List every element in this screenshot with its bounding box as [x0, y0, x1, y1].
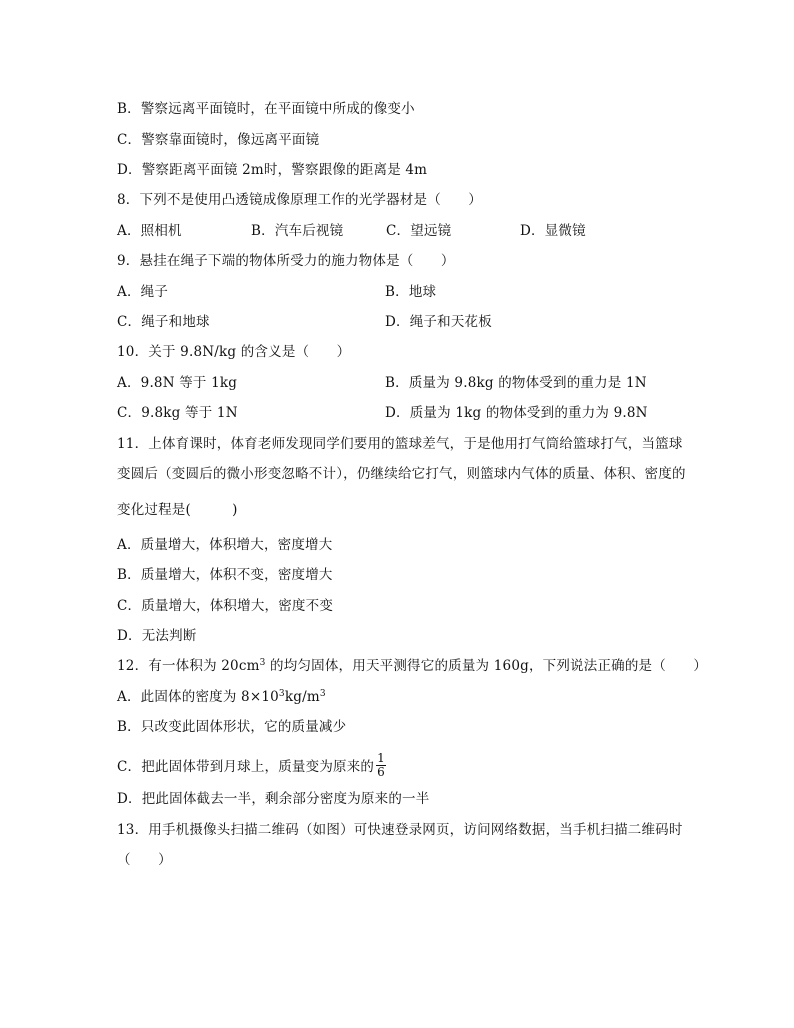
q10-option-a: A．9.8N 等于 1kg — [117, 375, 238, 391]
q9-option-b: B．地球 — [385, 284, 437, 300]
q12-option-a-unit: kg/m — [284, 689, 320, 705]
q12-option-a — [117, 688, 326, 706]
q13-stem-line-1: 13．用手机摄像头扫描二维码（如图）可快速登录网页，访问网络数据，当手机扫描二维码时 — [117, 822, 683, 838]
q12-fraction-numerator: 1 — [377, 751, 385, 765]
q11-option-d: D．无法判断 — [117, 628, 197, 644]
q10-stem: 10．关于 9.8N/kg 的含义是（ ） — [117, 344, 351, 360]
q8-option-c: C．望远镜 — [386, 223, 452, 239]
q12-fraction — [376, 752, 386, 779]
q12-option-a-pre: A．此固体的密度为 8×10 — [117, 689, 279, 705]
q8-option-a: A．照相机 — [117, 223, 182, 239]
q11-option-c: C．质量增大，体积增大，密度不变 — [117, 598, 334, 614]
q12-option-d: D．把此固体截去一半，剩余部分密度为原来的一半 — [117, 791, 430, 807]
q8-stem: 8．下列不是使用凸透镜成像原理工作的光学器材是（ ） — [117, 192, 482, 208]
q11-stem-line-3: 变化过程是( ) — [117, 502, 238, 518]
q10-option-b: B．质量为 9.8kg 的物体受到的重力是 1N — [385, 375, 647, 391]
q13-stem-line-2: （ ） — [117, 852, 172, 868]
q9-option-c: C．绳子和地球 — [117, 314, 210, 330]
q12-option-a-exp: 3 — [278, 689, 285, 699]
q11-stem-line-2: 变圆后（变圆后的微小形变忽略不计），仍继续给它打气，则篮球内气体的质量、体积、密度的 — [117, 466, 686, 482]
q10-option-c: C．9.8kg 等于 1N — [117, 405, 238, 421]
q12-stem — [117, 657, 707, 675]
q7-option-c: C．警察靠面镜时，像远离平面镜 — [117, 132, 320, 148]
q9-option-a: A．绳子 — [117, 284, 169, 300]
q12-stem-sup: 3 — [259, 658, 266, 668]
q11-stem-line-1: 11．上体育课时，体育老师发现同学们要用的篮球差气，于是他用打气筒给篮球打气，当篮球 — [117, 436, 683, 452]
q12-stem-post: 的均匀固体，用天平测得它的质量为 160g，下列说法正确的是（ ） — [265, 658, 708, 674]
q11-option-b: B．质量增大，体积不变，密度增大 — [117, 567, 333, 583]
q10-option-d: D．质量为 1kg 的物体受到的重力为 9.8N — [385, 405, 648, 421]
q12-option-c-text: C．把此固体带到月球上，质量变为原来的 — [117, 759, 375, 775]
q8-option-b: B．汽车后视镜 — [251, 223, 344, 239]
q9-option-d: D．绳子和天花板 — [385, 314, 492, 330]
q7-option-b: B．警察远离平面镜时，在平面镜中所成的像变小 — [117, 101, 415, 117]
q8-option-d: D．显微镜 — [520, 223, 586, 239]
q12-option-c — [117, 751, 386, 781]
q12-fraction-denominator: 6 — [377, 765, 385, 779]
q7-option-d: D．警察距离平面镜 2m时，警察跟像的距离是 4m — [117, 162, 428, 178]
q12-option-b: B．只改变此固体形状，它的质量减少 — [117, 719, 347, 735]
q12-option-a-unit-exp: 3 — [319, 689, 326, 699]
q11-option-a: A．质量增大，体积增大，密度增大 — [117, 537, 333, 553]
q9-stem: 9．悬挂在绳子下端的物体所受力的施力物体是（ ） — [117, 253, 455, 269]
q12-stem-pre: 12．有一体积为 20cm — [117, 658, 260, 674]
